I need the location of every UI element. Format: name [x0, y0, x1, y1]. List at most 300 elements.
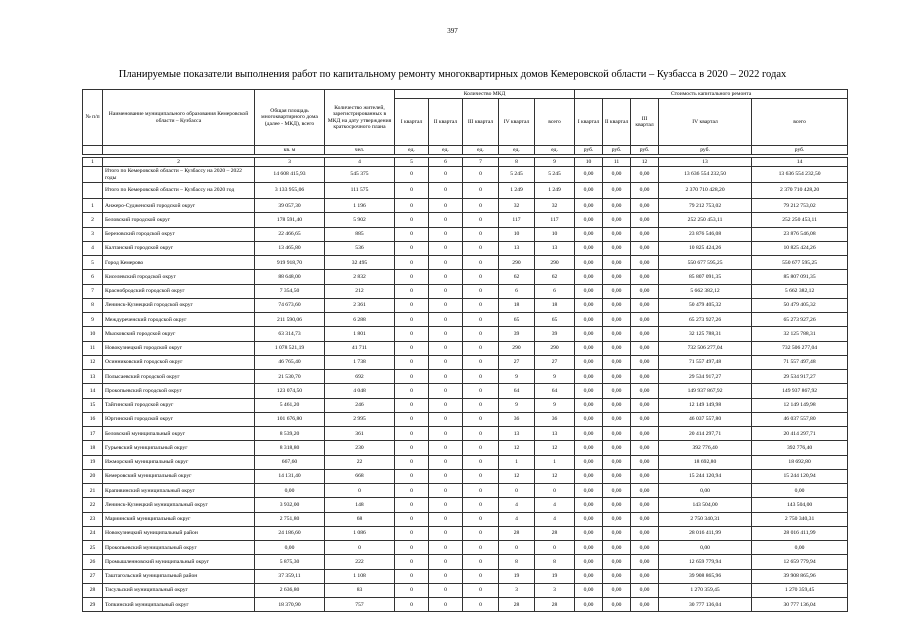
- mkd-q1-cell: 0: [395, 355, 429, 369]
- unit-mkd: ед.: [463, 146, 499, 155]
- cost-q4-cell: 12 149 149,98: [659, 398, 752, 412]
- unit-mkd: ед.: [499, 146, 535, 155]
- mkd-q4-cell: 1 249: [499, 183, 535, 199]
- cost-q2-cell: 0,00: [603, 441, 631, 455]
- cost-q1-cell: 0,00: [575, 541, 603, 555]
- mkd-q3-cell: 0: [463, 384, 499, 398]
- mkd-q3-cell: 0: [463, 370, 499, 384]
- municipality-name: Промышленновский муниципальный округ: [103, 555, 255, 569]
- cost-q1-cell: 0,00: [575, 227, 603, 241]
- cost-q1-cell: 0,00: [575, 167, 603, 183]
- cost-q2-cell: 0,00: [603, 384, 631, 398]
- municipality-name: Город Кемерово: [103, 256, 255, 270]
- municipality-name: Кемеровский муниципальный округ: [103, 469, 255, 483]
- total-row: [83, 167, 848, 183]
- residents-cell: 1 086: [325, 526, 395, 540]
- municipality-name: Прокопьевский муниципальный округ: [103, 541, 255, 555]
- mkd-q3-cell: 0: [463, 227, 499, 241]
- column-number: 11: [603, 158, 631, 167]
- mkd-total-cell: 62: [535, 270, 575, 284]
- mkd-total-cell: 10: [535, 227, 575, 241]
- cost-q3-cell: 0,00: [631, 427, 659, 441]
- mkd-q4-cell: 4: [499, 512, 535, 526]
- cost-q4-cell: 85 807 091,35: [659, 270, 752, 284]
- table-row: [83, 227, 848, 241]
- header-mkd-q4: IV квартал: [499, 99, 535, 146]
- mkd-q1-cell: 0: [395, 412, 429, 426]
- mkd-q4-cell: 13: [499, 241, 535, 255]
- mkd-total-cell: 290: [535, 256, 575, 270]
- cost-q4-cell: 10 825 424,26: [659, 241, 752, 255]
- mkd-q2-cell: 0: [429, 427, 463, 441]
- cost-q3-cell: 0,00: [631, 384, 659, 398]
- mkd-q1-cell: 0: [395, 241, 429, 255]
- mkd-q1-cell: 0: [395, 167, 429, 183]
- municipality-name: Беловский городской округ: [103, 213, 255, 227]
- residents-cell: 0: [325, 484, 395, 498]
- residents-cell: 230: [325, 441, 395, 455]
- municipality-name: Анжеро-Судженский городской округ: [103, 199, 255, 213]
- cost-q2-cell: 0,00: [603, 313, 631, 327]
- residents-cell: 1 196: [325, 199, 395, 213]
- cost-q1-cell: 0,00: [575, 370, 603, 384]
- row-number: 8: [83, 298, 103, 312]
- mkd-q4-cell: 32: [499, 199, 535, 213]
- mkd-q4-cell: 62: [499, 270, 535, 284]
- cost-q2-cell: 0,00: [603, 455, 631, 469]
- mkd-q1-cell: 0: [395, 512, 429, 526]
- table-row: [83, 355, 848, 369]
- mkd-q3-cell: 0: [463, 398, 499, 412]
- municipality-name: Беловский муниципальный округ: [103, 427, 255, 441]
- area-cell: 7 354,50: [255, 284, 325, 298]
- cost-q3-cell: 0,00: [631, 512, 659, 526]
- table-row: [83, 241, 848, 255]
- mkd-q2-cell: 0: [429, 484, 463, 498]
- cost-q1-cell: 0,00: [575, 555, 603, 569]
- mkd-q4-cell: 1: [499, 455, 535, 469]
- cost-q3-cell: 0,00: [631, 398, 659, 412]
- mkd-q3-cell: 0: [463, 241, 499, 255]
- mkd-q3-cell: 0: [463, 484, 499, 498]
- row-number: [83, 183, 103, 199]
- cost-q3-cell: 0,00: [631, 541, 659, 555]
- header-mkd-total: всего: [535, 99, 575, 146]
- unit-cell: [83, 146, 103, 155]
- cost-q3-cell: 0,00: [631, 441, 659, 455]
- mkd-q3-cell: 0: [463, 313, 499, 327]
- unit-cost: руб.: [659, 146, 752, 155]
- unit-cost: руб.: [603, 146, 631, 155]
- mkd-q4-cell: 12: [499, 441, 535, 455]
- municipality-name: Крапивинский муниципальный округ: [103, 484, 255, 498]
- mkd-q3-cell: 0: [463, 284, 499, 298]
- cost-q1-cell: 0,00: [575, 284, 603, 298]
- cost-q4-cell: 12 659 779,94: [659, 555, 752, 569]
- mkd-q1-cell: 0: [395, 270, 429, 284]
- cost-q1-cell: 0,00: [575, 526, 603, 540]
- area-cell: 14 608 415,93: [255, 167, 325, 183]
- mkd-total-cell: 4: [535, 498, 575, 512]
- mkd-q3-cell: 0: [463, 512, 499, 526]
- cost-q1-cell: 0,00: [575, 213, 603, 227]
- header-num: № п/п: [83, 90, 103, 146]
- cost-q1-cell: 0,00: [575, 298, 603, 312]
- table-row: [83, 498, 848, 512]
- residents-cell: 22: [325, 455, 395, 469]
- cost-q4-cell: 2 750 340,31: [659, 512, 752, 526]
- residents-cell: 41 711: [325, 341, 395, 355]
- mkd-total-cell: 27: [535, 355, 575, 369]
- cost-q2-cell: 0,00: [603, 213, 631, 227]
- mkd-q1-cell: 0: [395, 398, 429, 412]
- cost-q3-cell: 0,00: [631, 313, 659, 327]
- cost-q3-cell: 0,00: [631, 555, 659, 569]
- mkd-q4-cell: 5 245: [499, 167, 535, 183]
- mkd-q3-cell: 0: [463, 199, 499, 213]
- row-number: 9: [83, 313, 103, 327]
- residents-cell: 668: [325, 469, 395, 483]
- cost-q2-cell: 0,00: [603, 484, 631, 498]
- cost-q4-cell: 252 250 453,11: [659, 213, 752, 227]
- mkd-q1-cell: 0: [395, 370, 429, 384]
- mkd-q2-cell: 0: [429, 241, 463, 255]
- table-row: [83, 256, 848, 270]
- residents-cell: 692: [325, 370, 395, 384]
- header-municipality: Наименование муниципального образования Кемеровской области – Кузбасса: [103, 90, 255, 146]
- residents-cell: 536: [325, 241, 395, 255]
- mkd-q4-cell: 117: [499, 213, 535, 227]
- table-row: [83, 199, 848, 213]
- column-number: 12: [631, 158, 659, 167]
- cost-total-cell: 18 692,80: [752, 455, 848, 469]
- row-number: 23: [83, 512, 103, 526]
- cost-q1-cell: 0,00: [575, 384, 603, 398]
- table-row: [83, 384, 848, 398]
- cost-q2-cell: 0,00: [603, 370, 631, 384]
- residents-cell: 212: [325, 284, 395, 298]
- header-cost-total: всего: [752, 99, 848, 146]
- cost-q2-cell: 0,00: [603, 569, 631, 583]
- area-cell: 3 133 955,06: [255, 183, 325, 199]
- row-number: 27: [83, 569, 103, 583]
- area-cell: 5 461,20: [255, 398, 325, 412]
- cost-q2-cell: 0,00: [603, 398, 631, 412]
- cost-q1-cell: 0,00: [575, 183, 603, 199]
- row-number: 12: [83, 355, 103, 369]
- residents-cell: 32 495: [325, 256, 395, 270]
- cost-total-cell: 2 370 710 428,20: [752, 183, 848, 199]
- municipality-name: Гурьевский муниципальный округ: [103, 441, 255, 455]
- residents-cell: 222: [325, 555, 395, 569]
- cost-total-cell: 5 662 382,12: [752, 284, 848, 298]
- area-cell: 63 314,73: [255, 327, 325, 341]
- residents-cell: 1 738: [325, 355, 395, 369]
- row-number: 19: [83, 455, 103, 469]
- cost-q4-cell: 13 636 554 232,50: [659, 167, 752, 183]
- table-row: [83, 598, 848, 612]
- column-number: 4: [325, 158, 395, 167]
- mkd-q4-cell: 9: [499, 398, 535, 412]
- cost-q1-cell: 0,00: [575, 469, 603, 483]
- cost-q1-cell: 0,00: [575, 598, 603, 612]
- residents-cell: 6 288: [325, 313, 395, 327]
- municipality-name: Топкинский муниципальный округ: [103, 598, 255, 612]
- area-cell: 39 057,30: [255, 199, 325, 213]
- area-cell: 5 875,30: [255, 555, 325, 569]
- cost-q3-cell: 0,00: [631, 583, 659, 597]
- row-number: 13: [83, 370, 103, 384]
- mkd-q1-cell: 0: [395, 484, 429, 498]
- table-row: [83, 555, 848, 569]
- column-number: 6: [429, 158, 463, 167]
- mkd-total-cell: 13: [535, 241, 575, 255]
- mkd-q1-cell: 0: [395, 227, 429, 241]
- cost-q4-cell: 71 557 497,48: [659, 355, 752, 369]
- residents-cell: 1 108: [325, 569, 395, 583]
- area-cell: 14 131,40: [255, 469, 325, 483]
- municipality-name: Калтанский городской округ: [103, 241, 255, 255]
- table-row: [83, 412, 848, 426]
- row-number: 10: [83, 327, 103, 341]
- mkd-q4-cell: 4: [499, 498, 535, 512]
- mkd-q4-cell: 8: [499, 555, 535, 569]
- total-row: [83, 183, 848, 199]
- cost-q1-cell: 0,00: [575, 341, 603, 355]
- mkd-q4-cell: 0: [499, 484, 535, 498]
- mkd-q1-cell: 0: [395, 384, 429, 398]
- table-row: [83, 298, 848, 312]
- municipality-name: Киселевский городской округ: [103, 270, 255, 284]
- cost-q2-cell: 0,00: [603, 427, 631, 441]
- residents-cell: 545 375: [325, 167, 395, 183]
- mkd-q3-cell: 0: [463, 341, 499, 355]
- mkd-total-cell: 1: [535, 455, 575, 469]
- area-cell: 2 751,80: [255, 512, 325, 526]
- municipality-name: Новокузнецкий муниципальный район: [103, 526, 255, 540]
- mkd-total-cell: 4: [535, 512, 575, 526]
- table-row: [83, 583, 848, 597]
- cost-total-cell: 50 479 405,32: [752, 298, 848, 312]
- table-row: [83, 441, 848, 455]
- row-number: 25: [83, 541, 103, 555]
- residents-cell: 111 575: [325, 183, 395, 199]
- cost-q1-cell: 0,00: [575, 398, 603, 412]
- cost-q3-cell: 0,00: [631, 498, 659, 512]
- mkd-q2-cell: 0: [429, 341, 463, 355]
- cost-q3-cell: 0,00: [631, 298, 659, 312]
- column-number: 8: [499, 158, 535, 167]
- cost-q1-cell: 0,00: [575, 569, 603, 583]
- cost-q4-cell: 732 506 277,04: [659, 341, 752, 355]
- cost-q3-cell: 0,00: [631, 199, 659, 213]
- area-cell: 46 765,40: [255, 355, 325, 369]
- mkd-q3-cell: 0: [463, 498, 499, 512]
- row-number: 29: [83, 598, 103, 612]
- cost-total-cell: 85 807 091,35: [752, 270, 848, 284]
- area-cell: 8 539,20: [255, 427, 325, 441]
- cost-q3-cell: 0,00: [631, 213, 659, 227]
- cost-q1-cell: 0,00: [575, 455, 603, 469]
- cost-total-cell: 0,00: [752, 484, 848, 498]
- mkd-q4-cell: 39: [499, 327, 535, 341]
- mkd-q2-cell: 0: [429, 469, 463, 483]
- municipality-name: Полысаевский городской округ: [103, 370, 255, 384]
- cost-q3-cell: 0,00: [631, 341, 659, 355]
- mkd-q2-cell: 0: [429, 327, 463, 341]
- cost-total-cell: 71 557 497,48: [752, 355, 848, 369]
- cost-total-cell: 23 876 546,08: [752, 227, 848, 241]
- mkd-q4-cell: 3: [499, 583, 535, 597]
- mkd-total-cell: 6: [535, 284, 575, 298]
- page-number: 397: [447, 27, 458, 35]
- cost-q1-cell: 0,00: [575, 412, 603, 426]
- row-number: 21: [83, 484, 103, 498]
- cost-total-cell: 13 636 554 232,50: [752, 167, 848, 183]
- unit-cost: руб.: [752, 146, 848, 155]
- cost-q4-cell: 550 677 595,25: [659, 256, 752, 270]
- mkd-q3-cell: 0: [463, 583, 499, 597]
- cost-total-cell: 30 777 136,04: [752, 598, 848, 612]
- mkd-q2-cell: 0: [429, 183, 463, 199]
- mkd-q4-cell: 9: [499, 370, 535, 384]
- mkd-q1-cell: 0: [395, 541, 429, 555]
- mkd-q1-cell: 0: [395, 298, 429, 312]
- cost-total-cell: 1 270 359,45: [752, 583, 848, 597]
- mkd-q2-cell: 0: [429, 569, 463, 583]
- unit-cell: [103, 146, 255, 155]
- header-mkd-q1: I квартал: [395, 99, 429, 146]
- cost-q4-cell: 1 270 359,45: [659, 583, 752, 597]
- cost-q1-cell: 0,00: [575, 484, 603, 498]
- mkd-total-cell: 19: [535, 569, 575, 583]
- cost-q4-cell: 30 777 136,04: [659, 598, 752, 612]
- table-header: [83, 90, 848, 155]
- row-number: 18: [83, 441, 103, 455]
- row-number: 24: [83, 526, 103, 540]
- cost-q2-cell: 0,00: [603, 256, 631, 270]
- area-cell: 0,00: [255, 541, 325, 555]
- unit-cost: руб.: [631, 146, 659, 155]
- mkd-q3-cell: 0: [463, 256, 499, 270]
- cost-q2-cell: 0,00: [603, 227, 631, 241]
- mkd-total-cell: 0: [535, 541, 575, 555]
- table-row: [83, 398, 848, 412]
- cost-q3-cell: 0,00: [631, 241, 659, 255]
- cost-total-cell: 550 677 595,25: [752, 256, 848, 270]
- cost-q4-cell: 392 776,40: [659, 441, 752, 455]
- cost-total-cell: 29 534 917,27: [752, 370, 848, 384]
- mkd-q3-cell: 0: [463, 569, 499, 583]
- cost-total-cell: 28 016 411,99: [752, 526, 848, 540]
- cost-q4-cell: 65 273 927,26: [659, 313, 752, 327]
- row-number: 15: [83, 398, 103, 412]
- mkd-q2-cell: 0: [429, 455, 463, 469]
- residents-cell: 361: [325, 427, 395, 441]
- municipality-name: Итого по Кемеровской области – Кузбассу на 2020 – 2022 годы: [103, 167, 255, 183]
- municipality-name: Осинниковский городской округ: [103, 355, 255, 369]
- cost-q2-cell: 0,00: [603, 598, 631, 612]
- header-cost-q1: I квартал: [575, 99, 603, 146]
- table-row: [83, 427, 848, 441]
- cost-total-cell: 0,00: [752, 541, 848, 555]
- area-cell: 0,00: [255, 484, 325, 498]
- mkd-q2-cell: 0: [429, 583, 463, 597]
- mkd-q2-cell: 0: [429, 227, 463, 241]
- mkd-q1-cell: 0: [395, 313, 429, 327]
- cost-q3-cell: 0,00: [631, 227, 659, 241]
- mkd-q1-cell: 0: [395, 441, 429, 455]
- cost-q3-cell: 0,00: [631, 256, 659, 270]
- cost-q1-cell: 0,00: [575, 512, 603, 526]
- mkd-q3-cell: 0: [463, 469, 499, 483]
- cost-total-cell: 252 250 453,11: [752, 213, 848, 227]
- cost-total-cell: 10 825 424,26: [752, 241, 848, 255]
- mkd-q4-cell: 10: [499, 227, 535, 241]
- mkd-q4-cell: 65: [499, 313, 535, 327]
- cost-q4-cell: 50 479 405,32: [659, 298, 752, 312]
- column-number: 10: [575, 158, 603, 167]
- cost-q2-cell: 0,00: [603, 541, 631, 555]
- mkd-q4-cell: 27: [499, 355, 535, 369]
- residents-cell: 0: [325, 541, 395, 555]
- cost-total-cell: 392 776,40: [752, 441, 848, 455]
- cost-q4-cell: 39 908 865,96: [659, 569, 752, 583]
- cost-q4-cell: 18 692,80: [659, 455, 752, 469]
- column-number: 9: [535, 158, 575, 167]
- table-row: [83, 455, 848, 469]
- mkd-total-cell: 8: [535, 555, 575, 569]
- table-row: [83, 526, 848, 540]
- mkd-q2-cell: 0: [429, 298, 463, 312]
- table-row: [83, 327, 848, 341]
- residents-cell: 2 361: [325, 298, 395, 312]
- table-row: [83, 512, 848, 526]
- mkd-q2-cell: 0: [429, 526, 463, 540]
- mkd-q3-cell: 0: [463, 541, 499, 555]
- mkd-total-cell: 9: [535, 398, 575, 412]
- cost-q4-cell: 149 937 867,92: [659, 384, 752, 398]
- cost-q3-cell: 0,00: [631, 183, 659, 199]
- column-number-row: [83, 158, 848, 167]
- area-cell: 3 932,00: [255, 498, 325, 512]
- residents-cell: 148: [325, 498, 395, 512]
- cost-q4-cell: 23 876 546,08: [659, 227, 752, 241]
- mkd-q1-cell: 0: [395, 427, 429, 441]
- mkd-total-cell: 117: [535, 213, 575, 227]
- cost-q3-cell: 0,00: [631, 167, 659, 183]
- mkd-total-cell: 28: [535, 598, 575, 612]
- cost-q4-cell: 5 662 382,12: [659, 284, 752, 298]
- residents-cell: 246: [325, 398, 395, 412]
- area-cell: 178 591,40: [255, 213, 325, 227]
- mkd-q2-cell: 0: [429, 498, 463, 512]
- column-number: 3: [255, 158, 325, 167]
- cost-q1-cell: 0,00: [575, 313, 603, 327]
- cost-total-cell: 12 659 779,94: [752, 555, 848, 569]
- mkd-q1-cell: 0: [395, 555, 429, 569]
- mkd-q4-cell: 64: [499, 384, 535, 398]
- mkd-total-cell: 36: [535, 412, 575, 426]
- row-number: 17: [83, 427, 103, 441]
- mkd-q4-cell: 19: [499, 569, 535, 583]
- mkd-q3-cell: 0: [463, 183, 499, 199]
- mkd-q3-cell: 0: [463, 598, 499, 612]
- header-mkd-q2: II квартал: [429, 99, 463, 146]
- mkd-total-cell: 39: [535, 327, 575, 341]
- cost-q3-cell: 0,00: [631, 412, 659, 426]
- cost-q2-cell: 0,00: [603, 498, 631, 512]
